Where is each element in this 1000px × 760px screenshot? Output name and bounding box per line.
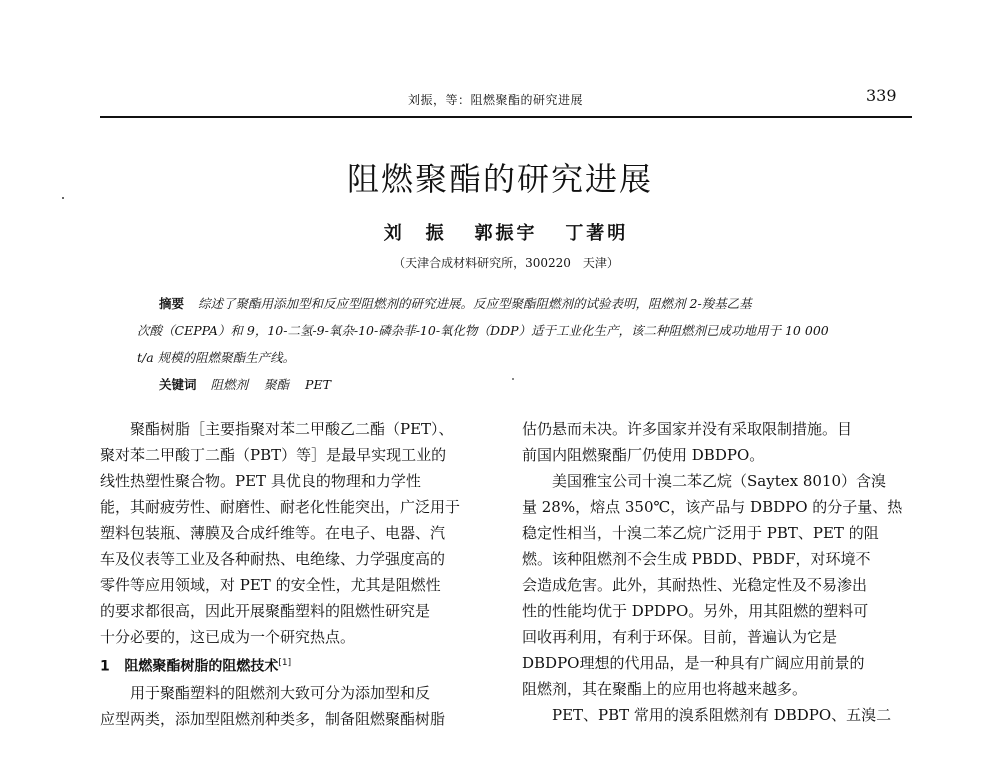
- body-line: 美国雅宝公司十溴二苯乙烷（Saytex 8010）含溴: [552, 472, 887, 490]
- body-line: 应型两类，添加型阻燃剂种类多，制备阻燃聚酯树脂: [100, 709, 446, 728]
- body-line: 塑料包装瓶、薄膜及合成纤维等。在电子、电器、汽: [100, 524, 446, 542]
- body-line: 稳定性相当，十溴二苯乙烷广泛用于 PBT、PET 的阻: [522, 524, 879, 542]
- keyword: 阻燃剂: [210, 377, 249, 392]
- body-line: 零件等应用领域，对 PET 的安全性，尤其是阻燃性: [100, 576, 441, 594]
- body-line: 估仍悬而未决。许多国家并没有采取限制措施。目: [522, 420, 853, 438]
- body-line: PET、PBT 常用的溴系阻燃剂有 DBDPO、五溴二: [552, 706, 892, 724]
- keywords: [137, 371, 917, 398]
- body-line: 性的性能均优于 DPDPO。另外，用其阻燃的塑料可: [522, 602, 869, 620]
- author: 郭振宇: [474, 223, 538, 244]
- body-column-right: [522, 416, 918, 728]
- author-list: [300, 219, 712, 245]
- body-line: 前国内阻燃聚酯厂仍使用 DBDPO。: [522, 446, 765, 464]
- abstract: [137, 290, 917, 398]
- body-line: 量 28%，熔点 350℃，该产品与 DBDPO 的分子量、热: [522, 498, 903, 516]
- section-number: 1: [100, 658, 110, 675]
- body-line: 能，其耐疲劳性、耐磨性、耐老化性能突出，广泛用于: [100, 498, 461, 516]
- body-column-left: [100, 416, 496, 732]
- body-line: 回收再利用，有利于环保。目前，普遍认为它是: [522, 628, 838, 646]
- body-line: 会造成危害。此外，其耐热性、光稳定性及不易渗出: [522, 576, 868, 594]
- body-line: 用于聚酯塑料的阻燃剂大致可分为添加型和反: [130, 683, 431, 702]
- keyword: 聚酯: [264, 377, 290, 392]
- keyword: PET: [305, 377, 331, 392]
- scan-speck: [62, 197, 64, 199]
- section-heading: [100, 650, 496, 680]
- body-line: DBDPO理想的代用品，是一种具有广阔应用前景的: [522, 654, 865, 672]
- section-title: 阻燃聚酯树脂的阻燃技术: [124, 658, 279, 675]
- affiliation: （天津合成材料研究所，300220 天津）: [393, 256, 619, 270]
- citation-ref: [1]: [278, 658, 292, 668]
- abstract-line: 次酸（CEPPA）和 9，10-二氢-9-氧杂-10-磷杂菲-10-氧化物（DDP）适于工业化生产，该二种阻燃剂已成功地用于 10 000: [137, 323, 829, 338]
- body-line: 燃。该种阻燃剂不会生成 PBDD、PBDF，对环境不: [522, 550, 871, 568]
- abstract-line: t/a 规模的阻燃聚酯生产线。: [137, 350, 296, 365]
- body-line: 聚酯树脂［主要指聚对苯二甲酸乙二酯（PET）、: [130, 420, 454, 438]
- author: 刘 振: [383, 223, 447, 244]
- body-line: 线性热塑性聚合物。PET 具优良的物理和力学性: [100, 472, 421, 490]
- body-line: 十分必要的，这已成为一个研究热点。: [100, 628, 356, 646]
- body-line: 阻燃剂，其在聚酯上的应用也将越来越多。: [522, 680, 808, 698]
- abstract-label: 摘要: [159, 296, 185, 311]
- body-line: 聚对苯二甲酸丁二酯（PBT）等］是最早实现工业的: [100, 446, 447, 464]
- author: 丁著明: [565, 223, 629, 244]
- page-number: 339: [866, 86, 897, 105]
- keywords-label: 关键词: [159, 377, 197, 392]
- abstract-line: 摘要 综述了聚酯用添加型和反应型阻燃剂的研究进展。反应型聚酯阻燃剂的试验表明，阻燃剂 2-羧基乙基: [159, 296, 752, 311]
- body-line: 车及仪表等工业及各种耐热、电绝缘、力学强度高的: [100, 550, 446, 568]
- paper-title: 阻燃聚酯的研究进展: [346, 160, 653, 198]
- header-rule: [100, 116, 912, 118]
- running-header: 刘振，等：阻燃聚酯的研究进展: [408, 93, 584, 107]
- body-line: 的要求都很高，因此开展聚酯塑料的阻燃性研究是: [100, 602, 431, 620]
